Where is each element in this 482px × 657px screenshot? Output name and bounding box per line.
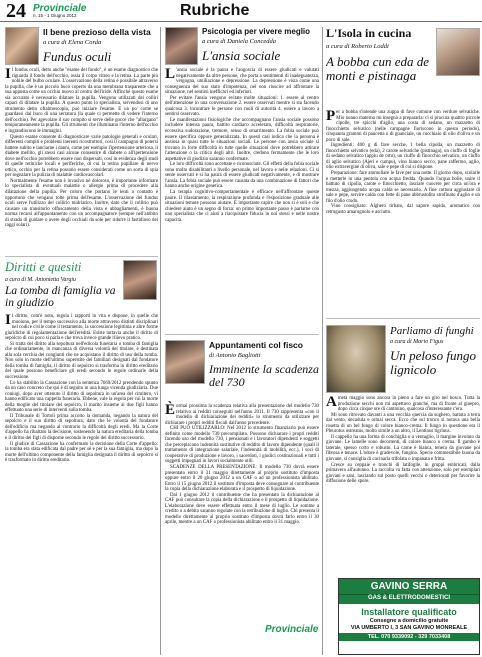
article-body [326,396,480,485]
article-diritti [5,256,158,655]
ad-phone: TEL. 070 9339092 - 329 7033408 [339,633,479,641]
paragraph: SCADENZE DELLA PRESENTAZIONE: Il modello 730 dovrà essere presentato entro il 31 maggio direttamente al proprio sostituto d'imposta oppure entro il 20 giugno 2012 a un CAF o ad un professionista abilitato. Entro il 15 giugno 2012 il sostituto d'imposta deve consegnare al contribuente la copia della dichiarazione elaborata e il prospetto di liquidazione. [165,465,319,493]
article-byline: a cura di Roberto Loddi [326,43,389,50]
paragraph: Lo ha stabilito la Cassazione con la sentenza 7669/2012 prendendo spunto da un caso concreto che qui è di seguito in una lunga vicenda giudiziaria. Due coniugi, dopo aver ottenuto il diritto di sepoltura in un'area del cimitero, vi hanno edificato una cappella funeraria. Ebbene, vale la regola per cui la morte della moglie del titolare del sepolcro, il marito insieme ai due figli hanno effettuato una serie di interventi sulla tomba. [5,380,158,414]
paragraph: Vino consigliato: Alghero tirbato, dal sapore sapido, aromatico con retrogusto amarognolo e asciutto. [326,204,480,215]
paragraph: l diritto, com'è noto, regola i rapporti in vita e dispone, in quelle che muoiono, per il tempo successivo alla morte attraverso distinti disciplinari nel codice civile come il testamento, la successione legittima e altre forme giuridiche di regolamentazione dell'eredità. Esiste tuttavia anche il diritto di sepolcro di cui poco si parla e che trova invece grande rilievo pratico. [5,314,158,342]
drop-cap: P [326,108,336,124]
paragraph: Preparazione: fare ammollare le fave per una notte. Il giorno dopo, scolarle e metterle in una pentola con acqua fredda. Quando l'acqua bolle, unire il battuto di cipolla, carote e finocchietto, lasciare cuocere per circa un'ora e mezza, aggiungendo acqua calda se necessario. A fine cottura aggiustare di sale e pepe, servire calda con fette di pane abbrustolito strofinato d'aglio e un filo d'olio crudo. [326,171,480,204]
author-photo [5,27,39,65]
paragraph: metà maggio sono ancora in pieno a fare un giro nel bosco. Tutta la produzione secchi non mi aspettavo granché, ma di fronte al ginepro, dopo circa cinque ore di cammino, qualcosa d'interessante c'era. [337,396,480,413]
author-photo [123,260,157,300]
article-fundus [5,26,158,252]
article-funghi [326,318,480,575]
paragraph: Mi sono ritrovato davanti a una vecchia quercia da sughero, battuta a terra dal vento, decaduta e ormai secca. Ecco che sul tronco si notava una bella rosetta di un bel fungo di colore bianco-crema. Il fungo in questione era il Pleurotus ostreatus, molto simile a un altro, il Lentinus tigrinus. [326,412,480,435]
mushroom-photo [326,325,386,393]
article-body [165,404,319,526]
ad-subtitle: GAS & ELETTRODOMESTICI [339,594,479,604]
article-kicker: Psicologia per vivere meglio [202,27,311,36]
paragraph: Le manifestazioni fisiologiche che accompagnano l'ansia sociale possono includere intensa paura, battito cardiaco accelerato, difficoltà respiratorie, eccessiva sudorazione, tremore, senso di smarrimento. La fobia sociale può essere specifica oppure generalizzata. In questi casi indica che la persona è ansiosa in quasi tutte le situazioni sociali. Le persone con ansia sociale si trovano in forte difficoltà in tutte quelle situazioni dove potrebbero attirare l'attenzione o la critica degli altri. Inoltre, credono fermamente che le loro aspettative di giudizio saranno confermate. [165,117,319,162]
article-headline: La tomba di famiglia va in giudizio [5,285,116,309]
article-body [5,314,158,464]
article-kicker: Diritti e quesiti [5,260,82,274]
ad-name: GAVINO SERRA [339,579,479,594]
column-divider [322,27,323,655]
article-headline: L'ansia sociale [202,48,281,63]
article-headline: Un peloso fungo lignicolo [390,348,476,377]
ad-address: VIA UMBERTO I, 3 SAN GAVINO MONREALE [350,625,468,631]
article-ansia [165,26,319,332]
issue-line: n. 15 - 1 Giugno 2012 [33,13,77,18]
paragraph: er a bobba s'intende una zuppa di fave comune con verdure selvatiche. Mio nonno materno mi insegnò a prepararla: ci si procura quattro piccole cipolle, tre spicchi d'aglio, una costa di sedano, un mazzetto di finocchietto selvatico (nelle campagne fioriscono in questo periodo), cinquanta grammi di pancetta o di guanciale, un cucchiaio di olio d'oliva e un poco di sale. [326,110,480,143]
page-header [0,0,482,22]
article-byline: a cura di Mario Figus [390,339,444,345]
paragraph: l fundus oculi, detto anche "esame del fondo", è un esame diagnostico che riguarda il fondo dell'occhio, ossia il corpo vitreo e la retina. La parte più nobile del bulbo oculare. L'osservazione della retina è possibile attraverso la pupilla, che è un piccolo buco coperto da una membrana trasparente che a sua apposta come un occhio nuovo al centro dell'iride. Affinché questo esame sia accurato è necessario dilatare la pupilla. Vengono utilizzati dei colliri capaci di dilatare la pupilla. A questo punto lo specialista, servendosi di uno strumento detto oftalmoscopio, può iniziare l'esame. E un po' come se guardassi dal buco di una serratura (la quale ci permette di vedere l'interno dell'occhio). Per agevolare il suo compito si serve delle gocce che "allargano" temporaneamente la pupilla. Gli strumenti che illuminano l'interno dell'occhio e ingrandiscono le immagini. [5,68,158,135]
paragraph: Per evitare l'ansia vengono evitate molte situazioni: 1. essere al centro dell'attenzione in una conversazione 2. essere osservati mentre si sta facendo qualcosa 3. incontrare le persone con ruoli di autorità 4. essere a lavoro a sentirsi osservato. [165,95,319,118]
masthead-logo-footer: Provinciale [265,624,319,635]
article-kicker: L'Isola in cucina [326,26,412,40]
paragraph: Il cappello ha una forma di conchiglia o a ventaglio, il margine involuto da giovane. Le lamelle sono decorrenti, di colore bianco o crema. Il gambo è laterale, spesso corto e robusto. La carne è bianca, tenera da giovane poi fibrosa e tenace. L'odore è gradevole, fungino. Specie commestibile buona da giovane, si consiglia di cucinarla trifolata o impanata e fritta. [326,434,480,463]
article-cucina [326,26,480,316]
page-number: 24 [6,0,26,22]
paragraph: La terapia cognitivo-comportamentale è efficace nell'affrontare queste paure. Il rilassamento, la respirazione profonda e l'esposizione graduale alle situazioni temute possono aiutare. È importante capire che non si è soli e che chiedere aiuto è un segno di forza: un primo importante passo è parlarne con uno specialista che ci aiuti a riacquistare fiducia in noi stessi e nelle nostre capacità. [165,190,319,223]
drop-cap: L [165,66,176,82]
article-fisco [165,334,319,622]
author-photo [165,27,198,65]
article-byline: a cura di Daniela Concedda [202,38,277,45]
article-kicker: Appuntamenti col fisco [209,340,303,350]
article-body [326,110,480,215]
paragraph: Ingredienti: 400 g di fave secche, 1 bella cipolla, un mazzetto di finocchietto selvatico (eda), 2 carote selvatiche (pistinaga), un ciuffo di foglie di sedano selvatico (appiu de ortu), un ciuffo di finocchio selvatico, un ciuffo di aglio selvatico (Ajeri e cumpu), vino bianco secco, pane raffermo, aglio, olio extravergine di oliva, sale e pepe di cui si dispone. [326,143,480,171]
paragraph: Questo esame consente di diagnosticare varie patologie generali e oculari, differenti compiti e problemi inerenti ricostruttori, così il campagno di potersi battere subito e lanciarne i danni, come per esempio l'ipertensione arteriosa, il diabete mellito, gli stessi casi alcune consentire di diabete o all'ipertensione dove nell'occhio potrebbero essere non dispersati, così in evidenza degli studi di quelle retiniche locali e periferiche, di cui la retina pupillare di nervo ottico, occhio per la retina possono essere considerati come un sorta di spia per segnalare la pulizia di malattie cardiovascolari. [5,134,158,179]
paragraph: Le loro difficoltà sono accettate e riconosciute. Gli effetti della fobia sociale sono molto disabilitanti a livello personale, nel lavoro e nelle relazioni. Ci si sente osservati e si ha paura di essere giudicati negativamente, e di mostrare l'ansia. La fobia sociale può essere causata da una combinazione di fattori che hanno anche origine genetica. [165,162,319,190]
article-body [5,68,158,229]
advertisement [338,578,480,655]
article-kicker: Il bene prezioso della vista [43,27,151,37]
article-headline: A bobba cun eda de monti e pistinaga [326,54,430,83]
ad-tagline: Installatore qualificato [361,607,457,617]
drop-cap: È [165,402,176,418]
ad-service: Consegne a domicilio gratuite [369,618,449,624]
article-headline: Imminente la scadenza del 730 [209,362,319,389]
article-kicker: Parliamo di funghi [390,325,474,337]
article-byline: di Antonio Bagliotti [209,352,261,359]
paragraph: 'ansia sociale è la paura e l'angoscia di essere giudicati e valutati negativamente da altre persone, che porta a sentimenti di inadeguatezza, vergogna, umiliazione e depressione. La depressione è vista come una conseguenza del suo stato d'impotenza, nel non riuscire ad affrontare la situazione, nel sentirsi inefficaci ed inferiori. [165,68,319,96]
section-title: Rubriche [180,2,250,19]
paragraph: Cresce su ceppaie e tronchi di latifoglie, in gruppi embricati, dalla primavera all'autunno. La raccolta va fatta con attenzione, solo per esemplari giovani e sani, lasciando sul posto quelli vecchi o deteriorati per favorire la diffusione delle spore. [326,462,480,485]
paragraph: Si tratta del diritto alla sepoltura nell'edicola funeraria o tomba di famiglia che ordinariamente, in mancanza di diversa volontà del titolare, è destinata alla sola cerchia dei congiunti che ne acquistano il diritto di uso della tomba. Non solo in morte dell'ultimo superstite dei familiari designati dal fondatore della tomba di famiglia, il diritto di sepolcro si trasforma in diritto ereditario del quale possono beneficiare gli eredi secondo le regole ordinarie della successione. [5,341,158,381]
paragraph: Dal 1 giugno 2012 il contribuente che ha presentato la dichiarazione al CAF può consultare la copia della dichiarazione e il prospetto di liquidazione. L'elaborazione deve essere effettuata entro il mese di luglio. Le somme a credito o a debito saranno regolate con la retribuzione di luglio. Chi presenta il modello direttamente al proprio sostituto d'imposta dovrà farlo entro il 30 aprile, mentre a un CAF o professionista abilitato entro il 31 maggio. [165,492,319,526]
article-headline: Fundus oculi [43,49,112,64]
article-byline: a cura di Elena Corda [43,39,102,46]
author-photo [165,340,205,384]
paragraph: Il giudice di Cassazione ha confermato la decisione della Corte d'appello: la tomba era stata edificata dal padre per sé e per la sua famiglia, ma dopo la morte dell'ultimo componente della famiglia designata il diritto di sepolcro si è trasformato in diritto ereditario. [5,441,158,464]
article-body [165,68,319,223]
author-photo [436,28,480,76]
paragraph: ormai prossima la scadenza relativa alla presentazione del modello 730 relativo ai redditi conseguiti nell'anno 2011. Il 730 rappresenta «con il modello di dichiarazione dei redditi» lo strumento da utilizzare per dichiarare i propri redditi fiscali dall'anno precedente. [165,404,319,426]
drop-cap: I [5,66,11,82]
paragraph: Normalmente l'esame non è invasivo né doloroso, è importante informare lo specialista di eventuali malattie o allergie prima di procedere alla dilatazione della pupilla. Per coloro che portano le lenti a contatto è opportuno che vengano tolte prima dell'esame. L'osservazione del fundus oculi serve l'utilizzo del collirio midriatico. Inoltre, dato che il collirio può causare un transitorio offuscamento della vista e abbagliamenti, è buona norma recarsi all'appuntamento con un accompagnatore (sempre nell'ambito di strada di guidare o avere degli occhiali da sole per ridurre il fastidioso dei raggi solari). [5,178,158,229]
drop-cap: I [5,312,11,328]
paragraph: Il Tribunale di Tortolì prima accolto la domanda, negando la natura del sepolcro e il suo diritto di sepoltura; dato che le volontà del fondatore dell'edificio ma negando al contrario la difficoltà degli eredi. Ma la Corte d'appello ha ribaltato la decisione, sostenendo la natura ereditaria della tomba e il diritto dei figli di disporne secondo le regole del diritto successorio. [5,413,158,442]
article-byline: a cura di M. Antonietta Vargiu [5,277,76,283]
masthead-logo: Provinciale [33,3,87,14]
paragraph: CHI PUÒ UTILIZZARLO: Nel 2012 lo strumento finanziario può essere definito come modello 730 precompilato. Possono dichiarare i propri redditi facendo uso del modello 730, i pensionati e i lavoratori dipendenti e soggetti che percepiscono indennità sostitutive di reddito di lavoro dipendente (quali il trattamento di integrazione salariale, l'indennità di mobilità, ecc.), i soci di cooperative di produzione e lavoro, i sacerdoti, i giudici costituzionali e tutti i soggetti impegnati in lavori socialmente utili. [165,426,319,465]
drop-cap: A [326,394,337,410]
column-divider [160,27,161,655]
